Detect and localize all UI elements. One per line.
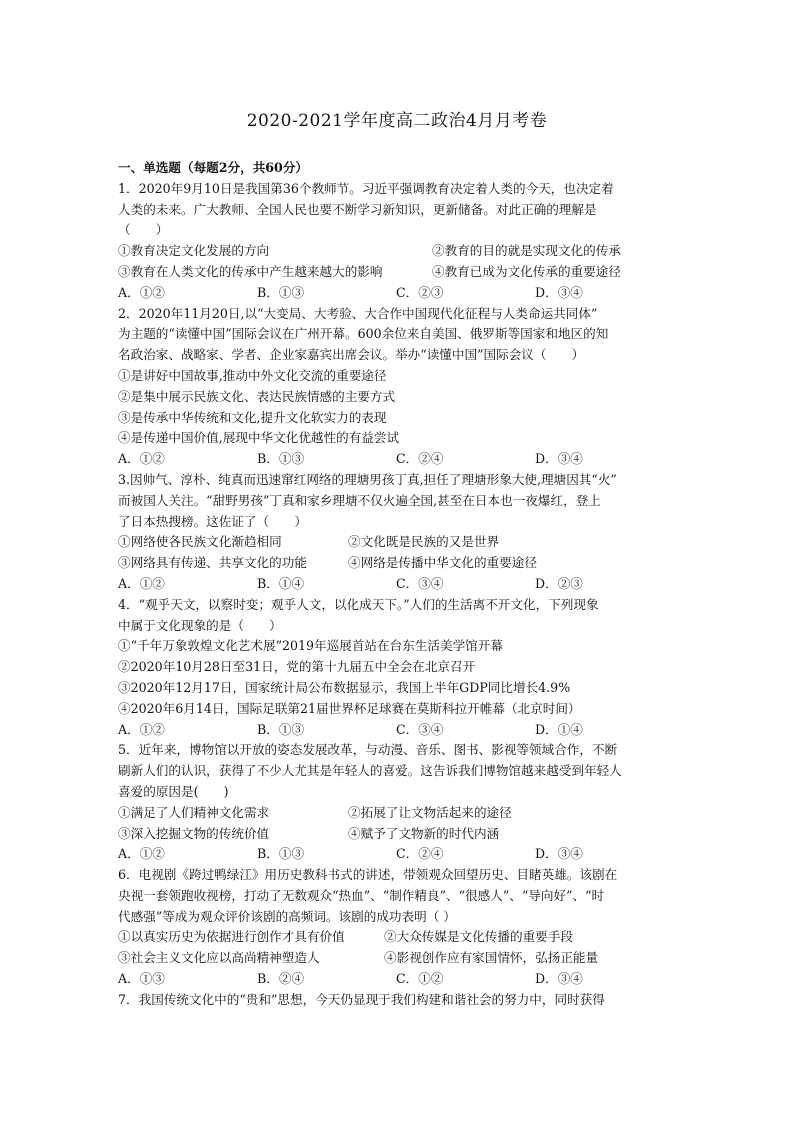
statement-option: ④影视创作应有家国情怀，弘扬正能量 bbox=[384, 950, 599, 966]
question-text: 5．近年来，博物馆以开放的姿态发展改革，与动漫、音乐、图书、影视等领域合作，不断 bbox=[118, 742, 618, 758]
question-text: 刷新人们的认识，获得了不少人尤其是年轻人的喜爱。这告诉我们博物馆越来越受到年轻人 bbox=[118, 763, 622, 779]
question-text: 3.因帅气、淳朴、纯真而迅速窜红网络的理塘男孩丁真,担任了理塘形象大使,理塘因其“火” bbox=[118, 471, 617, 487]
statement-option: ③社会主义文化应以高尚精神塑造人 bbox=[118, 950, 320, 966]
question-text: 名政治家、战略家、学者、企业家嘉宾出席会议。举办“读懂中国”国际会议（ ） bbox=[118, 347, 585, 363]
question-4 bbox=[118, 595, 678, 741]
statement-option: ③网络具有传递、共享文化的功能 bbox=[118, 555, 307, 571]
statement-option: ④教育已成为文化传承的重要途径 bbox=[432, 263, 621, 279]
choice-c: C．③④ bbox=[396, 575, 444, 591]
statement-option: ①满足了人们精神文化需求 bbox=[118, 804, 270, 820]
choice-d: D．①④ bbox=[535, 721, 583, 737]
choice-a: A．①② bbox=[118, 846, 165, 862]
choice-a: A．①② bbox=[118, 284, 165, 300]
question-5 bbox=[118, 740, 678, 865]
question-text: 人类的未来。广大教师、全国人民也要不断学习新知识，更新储备。对此正确的理解是 bbox=[118, 201, 597, 217]
choice-c: C．①② bbox=[396, 971, 444, 987]
exam-content bbox=[118, 158, 678, 1011]
statement-option: ④网络是传播中华文化的重要途径 bbox=[348, 555, 537, 571]
statement-option: ①是讲好中国故事,推动中外文化交流的重要途径 bbox=[118, 367, 387, 383]
choice-d: D．③④ bbox=[535, 971, 583, 987]
question-text: 央视一套领跑收视榜，打动了无数观众“热血”、“制作精良”、“很感人”、“导向好”、“时 bbox=[118, 887, 605, 903]
statement-option: ④2020年6月14日，国际足联第21届世界杯足球赛在莫斯科拉开帷幕（北京时间） bbox=[118, 700, 581, 716]
choice-b: B．①③ bbox=[257, 451, 305, 467]
choice-c: C．②③ bbox=[396, 284, 444, 300]
choice-b: B．②④ bbox=[257, 971, 305, 987]
question-text: 7．我国传统文化中的“贵和”思想，今天仍显现于我们构建和谐社会的努力中，同时获得 bbox=[118, 991, 605, 1007]
question-1 bbox=[118, 179, 678, 304]
statement-option: ③深入挖掘文物的传统价值 bbox=[118, 825, 270, 841]
statement-option: ④是传递中国价值,展现中华文化优越性的有益尝试 bbox=[118, 430, 400, 446]
statement-option: ②大众传媒是文化传播的重要手段 bbox=[384, 929, 573, 945]
statement-option: ②教育的目的就是实现文化的传承 bbox=[432, 243, 621, 259]
question-text: 2．2020年11月20日,以“大变局、大考验、大合作中国现代化征程与人类命运共同体” bbox=[118, 305, 598, 321]
question-text: 4．“观乎天文，以察时变；观乎人文，以化成天下。”人们的生活离不开文化，下列现象 bbox=[118, 596, 599, 612]
question-text: 1．2020年9月10日是我国第36个教师节。习近平强调教育决定着人类的今天，也决定着 bbox=[118, 180, 614, 196]
choice-c: C．②④ bbox=[396, 846, 444, 862]
question-text: 中属于文化现象的是（ ） bbox=[118, 617, 282, 633]
choice-d: D．②③ bbox=[535, 575, 583, 591]
choice-a: A．①② bbox=[118, 721, 165, 737]
statement-option: ③教育在人类文化的传承中产生越来越大的影响 bbox=[118, 263, 383, 279]
section-heading: 一、单选题（每题2分，共60分） bbox=[118, 160, 309, 175]
statement-option: ④赋予了文物新的时代内涵 bbox=[348, 825, 500, 841]
statement-option: ②是集中展示民族文化、表达民族情感的主要方式 bbox=[118, 388, 396, 404]
choice-d: D．③④ bbox=[535, 284, 583, 300]
question-2 bbox=[118, 304, 678, 470]
statement-option: ②文化既是民族的又是世界 bbox=[348, 534, 500, 550]
question-text: 6．电视剧《跨过鸭绿江》用历史教科书式的讲述，带领观众回望历史、目睹英雄。该剧在 bbox=[118, 867, 618, 883]
statement-option: ①“千年万象敦煌文化艺术展”2019年巡展首站在台东生活美学馆开幕 bbox=[118, 638, 503, 654]
statement-option: ②拓展了让文物活起来的途径 bbox=[348, 804, 512, 820]
choice-a: A．①② bbox=[118, 451, 165, 467]
question-text: 为主题的“读懂中国”国际会议在广州开幕。600余位来自美国、俄罗斯等国家和地区的知 bbox=[118, 326, 609, 342]
statement-option: ③2020年12月17日，国家统计局公布数据显示，我国上半年GDP同比增长4.9% bbox=[118, 679, 571, 695]
statement-option: ①以真实历史为依据进行创作才具有价值 bbox=[118, 929, 345, 945]
choice-c: C．②④ bbox=[396, 451, 444, 467]
choice-c: C．③④ bbox=[396, 721, 444, 737]
question-3 bbox=[118, 470, 678, 595]
choice-d: D．③④ bbox=[535, 846, 583, 862]
question-text: （ ） bbox=[118, 222, 169, 238]
statement-option: ①教育决定文化发展的方向 bbox=[118, 243, 270, 259]
statement-option: ③是传承中华传统和文化,提升文化软实力的表现 bbox=[118, 409, 387, 425]
question-text: 而被国人关注。“甜野男孩”丁真和家乡理塘不仅火遍全国,甚至在日本也一夜爆红，登上 bbox=[118, 492, 601, 508]
question-text: 代感强”等成为观众评价该剧的高频词。该剧的成功表明（ ） bbox=[118, 908, 456, 924]
choice-a: A．①③ bbox=[118, 971, 165, 987]
choice-a: A．①② bbox=[118, 575, 165, 591]
choice-d: D．③④ bbox=[535, 451, 583, 467]
statement-option: ②2020年10月28日至31日，党的第十九届五中全会在北京召开 bbox=[118, 659, 476, 675]
choice-b: B．①③ bbox=[257, 721, 305, 737]
page-title: 2020-2021学年度高二政治4月月考卷 bbox=[246, 111, 548, 131]
choice-b: B．①④ bbox=[257, 575, 305, 591]
question-7 bbox=[118, 990, 678, 1011]
question-text: 了日本热搜榜。这佐证了（ ） bbox=[118, 513, 307, 529]
statement-option: ①网络使各民族文化渐趋相同 bbox=[118, 534, 282, 550]
choice-b: B．①③ bbox=[257, 846, 305, 862]
question-text: 喜爱的原因是( ) bbox=[118, 783, 229, 799]
choice-b: B．①③ bbox=[257, 284, 305, 300]
question-6 bbox=[118, 865, 678, 990]
